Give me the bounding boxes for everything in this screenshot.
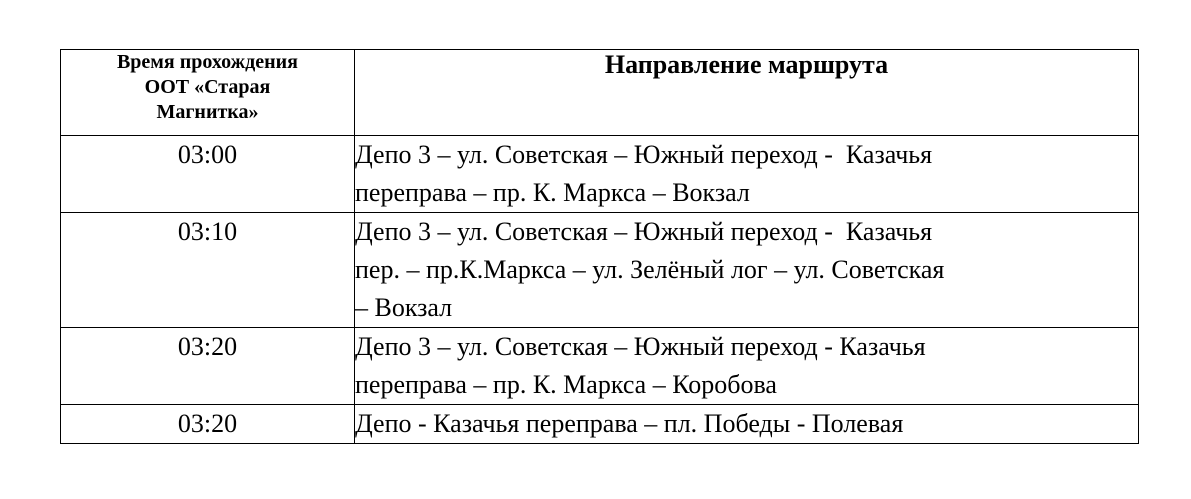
time-cell: 03:20 <box>61 405 355 444</box>
route-line: – Вокзал <box>355 293 453 322</box>
header-time-line: ООТ «Старая <box>144 76 271 98</box>
route-cell <box>355 213 1139 328</box>
route-cell <box>355 136 1139 213</box>
header-time-line: Время прохождения <box>116 51 299 73</box>
table-row <box>61 328 1139 405</box>
route-cell <box>355 328 1139 405</box>
route-line: Депо 3 – ул. Советская – Южный переход - Казачья <box>355 332 926 361</box>
route-line: Депо 3 – ул. Советская – Южный переход - Казачья <box>355 217 933 246</box>
route-line: переправа – пр. К. Маркса – Вокзал <box>355 178 750 207</box>
time-cell: 03:10 <box>61 213 355 328</box>
table-row <box>61 405 1139 444</box>
route-line: пер. – пр.К.Маркса – ул. Зелёный лог – ул. Советская <box>355 255 945 284</box>
time-cell: 03:00 <box>61 136 355 213</box>
header-route-cell: Направление маршрута <box>355 50 1139 136</box>
route-cell <box>355 405 1139 444</box>
table-header-row <box>61 50 1139 136</box>
route-line: Депо - Казачья переправа – пл. Победы - Полевая <box>355 409 904 438</box>
route-line: Депо 3 – ул. Советская – Южный переход - Казачья <box>355 140 933 169</box>
table-row <box>61 213 1139 328</box>
header-time-line: Магнитка» <box>156 101 259 123</box>
table-row <box>61 136 1139 213</box>
header-time-cell <box>61 50 355 136</box>
schedule-table <box>60 49 1139 444</box>
time-cell: 03:20 <box>61 328 355 405</box>
route-line: переправа – пр. К. Маркса – Коробова <box>355 370 777 399</box>
